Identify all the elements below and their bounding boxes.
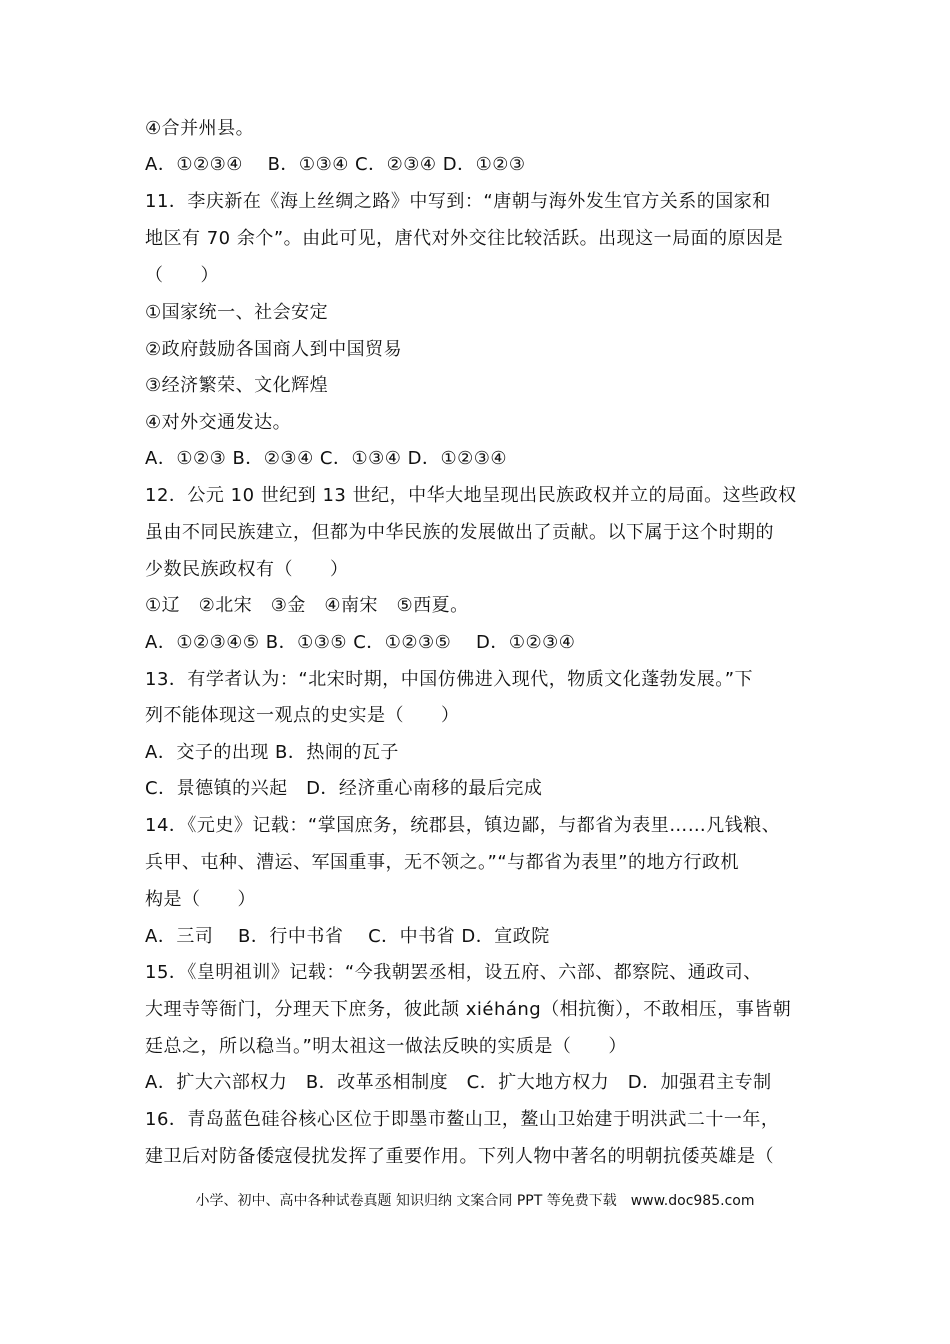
text-line: 建卫后对防备倭寇侵扰发挥了重要作用。下列人物中著名的明朝抗倭英雄是（ (145, 1146, 774, 1167)
question-16-line: 16．青岛蓝色硅谷核心区位于即墨市鳌山卫，鳌山卫始建于明洪武二十一年， (145, 1109, 780, 1130)
answer-options-line: A．三司 B．行中书省 C．中书省 D．宣政院 (145, 926, 550, 947)
answer-options-line: C．景德镇的兴起 D．经济重心南移的最后完成 (145, 778, 543, 799)
text-line: ①国家统一、社会安定 (145, 302, 329, 323)
text-line: 构是（ ） (145, 889, 256, 910)
question-15-line: 15．《皇明祖训》记载：“今我朝罢丞相，设五府、六部、都察院、通政司、 (145, 962, 762, 983)
answer-options-line: A．交子的出现 B．热闹的瓦子 (145, 742, 399, 763)
text-line: 列不能体现这一观点的史实是（ ） (145, 705, 460, 726)
question-13-line: 13．有学者认为：“北宋时期，中国仿佛进入现代，物质文化蓬勃发展。”下 (145, 669, 754, 690)
text-line: 虽由不同民族建立，但都为中华民族的发展做出了贡献。以下属于这个时期的 (145, 522, 774, 543)
answer-options-line: A．①②③ B．②③④ C．①③④ D．①②③④ (145, 448, 508, 469)
answer-options-line: A．①②③④⑤ B．①③⑤ C．①②③⑤ D．①②③④ (145, 632, 576, 653)
text-line: ③经济繁荣、文化辉煌 (145, 375, 329, 396)
answer-options-line: A．扩大六部权力 B．改革丞相制度 C．扩大地方权力 D．加强君主专制 (145, 1072, 772, 1093)
question-12-line: 12．公元 10 世纪到 13 世纪，中华大地呈现出民族政权并立的局面。这些政权 (145, 485, 797, 506)
text-line: 大理寺等衙门，分理天下庶务，彼此颉 xiéháng（相抗衡），不敢相压，事皆朝 (145, 999, 792, 1020)
question-14-line: 14．《元史》记载：“掌国庶务，统郡县，镇边鄙，与都省为表里……凡钱粮、 (145, 815, 781, 836)
text-line: 兵甲、屯种、漕运、军国重事，无不领之。”“与都省为表里”的地方行政机 (145, 852, 739, 873)
text-line: ①辽 ②北宋 ③金 ④南宋 ⑤西夏。 (145, 595, 469, 616)
page-footer: 小学、初中、高中各种试卷真题 知识归纳 文案合同 PPT 等免费下载 www.doc985.com (195, 1193, 755, 1209)
text-line: 少数民族政权有（ ） (145, 559, 349, 580)
answer-options-line: A．①②③④ B．①③④ C．②③④ D．①②③ (145, 154, 526, 175)
text-line: 廷总之，所以稳当。”明太祖这一做法反映的实质是（ ） (145, 1036, 627, 1057)
text-line: 地区有 70 余个”。由此可见，唐代对外交往比较活跃。出现这一局面的原因是 (145, 228, 784, 249)
text-line: ②政府鼓励各国商人到中国贸易 (145, 339, 403, 360)
text-line: （ ） (145, 265, 219, 286)
question-11-line: 11．李庆新在《海上丝绸之路》中写到：“唐朝与海外发生官方关系的国家和 (145, 191, 771, 212)
text-line: ④对外交通发达。 (145, 412, 292, 433)
text-line: ④合并州县。 (145, 118, 255, 139)
